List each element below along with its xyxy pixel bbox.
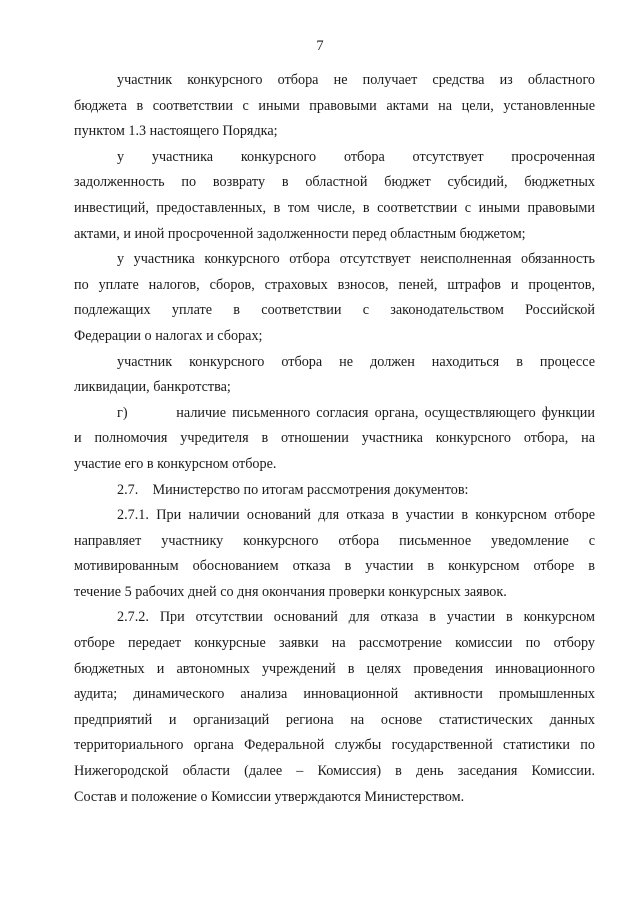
page-number: 7	[316, 38, 324, 54]
paragraph-eligibility-no-tax-debt	[74, 247, 595, 349]
paragraph-eligibility-no-liquidation	[74, 350, 595, 401]
text-line: бюджетных и автономных учреждений в целях проведения инновационного	[74, 660, 595, 677]
text-line: 2.7. Министерство по итогам рассмотрения документов:	[117, 481, 469, 498]
text-line: территориального органа Федеральной службы государственной статистики по	[74, 737, 595, 754]
paragraph-section-2-7-1	[74, 503, 595, 605]
text-line: бюджета в соответствии с иными правовыми актами на цели, установленные	[74, 97, 595, 114]
text-line: подлежащих уплате в соответствии с законодательством Российской	[74, 302, 595, 319]
paragraph-eligibility-no-other-funds	[74, 68, 595, 145]
text-line: у участника конкурсного отбора отсутствует просроченная	[117, 148, 595, 165]
text-line: инвестиций, предоставленных, в том числе, в соответствии с иными правовыми	[74, 199, 595, 216]
text-line: актами, и иной просроченной задолженности перед областным бюджетом;	[74, 225, 526, 242]
paragraph-section-2-7	[74, 478, 595, 504]
text-line: отборе передает конкурсные заявки на рассмотрение комиссии по отбору	[74, 635, 595, 652]
text-line: участник конкурсного отбора не должен находиться в процессе	[117, 353, 595, 370]
text-line: и полномочия учредителя в отношении участника конкурсного отбора, на	[74, 430, 595, 447]
text-line: участие его в конкурсном отборе.	[74, 455, 277, 472]
text-line: мотивированным обоснованием отказа в участии в конкурсном отборе в	[74, 558, 595, 575]
text-line: Нижегородской области (далее – Комиссия) в день заседания Комиссии.	[74, 763, 595, 780]
text-line: течение 5 рабочих дней со дня окончания проверки конкурсных заявок.	[74, 583, 507, 600]
document-body	[74, 68, 595, 810]
text-line: 2.7.1. При наличии оснований для отказа в участии в конкурсном отборе	[117, 507, 595, 524]
paragraph-item-g-founder-consent	[74, 401, 595, 478]
text-line: 2.7.2. При отсутствии оснований для отказа в участии в конкурсном	[117, 609, 595, 626]
paragraph-section-2-7-2	[74, 605, 595, 810]
text-line: пунктом 1.3 настоящего Порядка;	[74, 123, 278, 140]
paragraph-eligibility-no-overdue-debt	[74, 145, 595, 247]
text-line: задолженность по возврату в областной бюджет субсидий, бюджетных	[74, 174, 595, 191]
text-line: участник конкурсного отбора не получает средства из областного	[117, 72, 595, 88]
text-line: Состав и положение о Комиссии утверждаются Министерством.	[74, 788, 465, 805]
text-line: направляет участнику конкурсного отбора письменное уведомление с	[74, 532, 595, 549]
text-line: у участника конкурсного отбора отсутствует неисполненная обязанность	[117, 251, 595, 268]
text-line: г) наличие письменного согласия органа, осуществляющего функции	[117, 404, 595, 421]
text-line: аудита; динамического анализа инновационной активности промышленных	[74, 686, 595, 703]
text-line: предприятий и организаций региона на основе статистических данных	[74, 711, 595, 728]
text-line: ликвидации, банкротства;	[74, 379, 231, 396]
text-line: по уплате налогов, сборов, страховых взносов, пеней, штрафов и процентов,	[74, 276, 595, 293]
text-line: Федерации о налогах и сборах;	[74, 327, 263, 344]
